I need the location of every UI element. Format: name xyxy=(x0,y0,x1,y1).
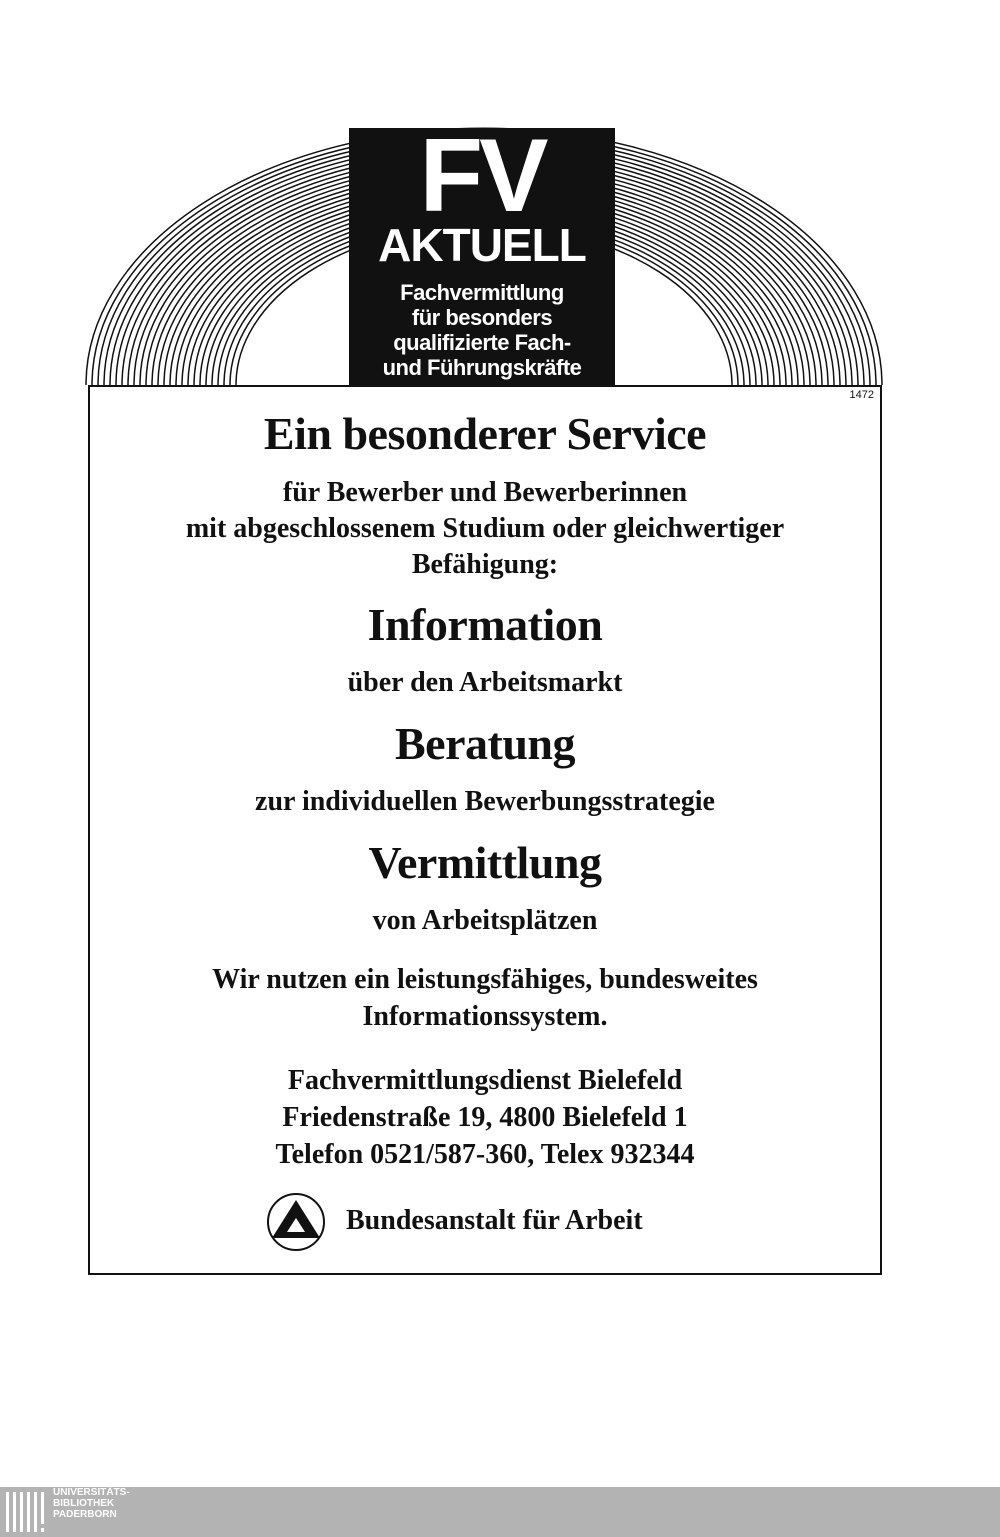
logo-tagline-line: qualifizierte Fach- xyxy=(393,330,571,355)
agency-name: Bundesanstalt für Arbeit xyxy=(346,1205,643,1236)
service-subtitle: zur individuellen Bewerbungsstrategie xyxy=(255,786,715,817)
library-name-line: PADERBORN xyxy=(53,1509,117,1520)
service-title-beratung: Beratung xyxy=(395,718,575,769)
intro-line: Befähigung: xyxy=(411,549,559,580)
logo-tagline-line: und Führungskräfte xyxy=(382,355,582,380)
system-line: Informationssystem. xyxy=(362,1001,608,1032)
logo-fv-text: FV xyxy=(419,118,545,234)
reference-number: 1472 xyxy=(849,389,874,401)
library-name-line: UNIVERSITÄTS- xyxy=(53,1487,130,1498)
service-subtitle: über den Arbeitsmarkt xyxy=(347,667,623,698)
contact-line: Telefon 0521/587-360, Telex 932344 xyxy=(275,1139,695,1170)
logo-tagline-line: für besonders xyxy=(411,305,553,330)
library-name-line: BIBLIOTHEK xyxy=(53,1498,115,1509)
logo-tagline-line: Fachvermittlung xyxy=(400,280,564,305)
library-name xyxy=(53,1487,130,1520)
system-line: Wir nutzen ein leistungsfähiges, bundesweites xyxy=(212,964,758,995)
contact-line: Fachvermittlungsdienst Bielefeld xyxy=(287,1065,683,1096)
service-subtitle: von Arbeitsplätzen xyxy=(372,905,598,936)
intro-line: mit abgeschlossenem Studium oder gleichwertiger xyxy=(185,513,785,544)
service-title-vermittlung: Vermittlung xyxy=(368,837,602,888)
contact-line: Friedenstraße 19, 4800 Bielefeld 1 xyxy=(282,1102,688,1133)
library-bars-logo-icon xyxy=(6,1490,50,1534)
logo-tagline xyxy=(349,280,615,380)
logo-aktuell-text: AKTUELL xyxy=(378,219,586,271)
headline: Ein besonderer Service xyxy=(263,408,707,459)
intro-line: für Bewerber und Bewerberinnen xyxy=(282,477,688,508)
library-footer-bar xyxy=(0,1487,1000,1537)
agency-triangle-logo-icon xyxy=(266,1192,326,1252)
ad-frame xyxy=(88,385,882,1275)
fv-aktuell-logo xyxy=(349,118,615,385)
service-title-information: Information xyxy=(367,599,603,650)
